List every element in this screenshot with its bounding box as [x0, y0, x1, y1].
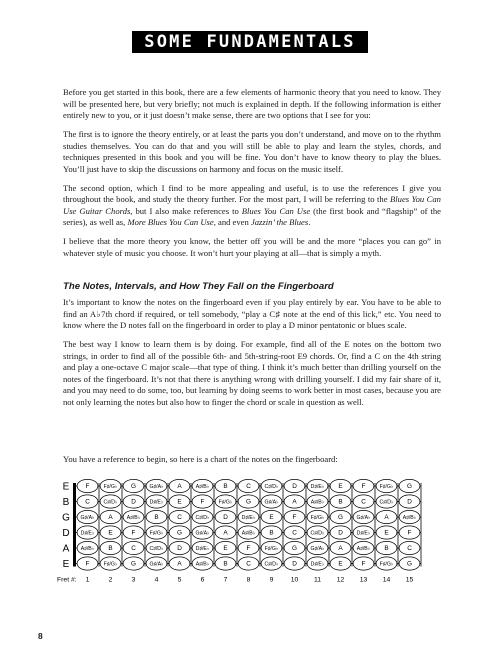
note-label: A♯/B♭: [80, 546, 95, 553]
note-label: B: [223, 560, 228, 568]
note-label: B: [269, 529, 274, 537]
note-label: B: [384, 545, 389, 553]
note-label: C: [131, 545, 136, 553]
page-title: SOME FUNDAMENTALS: [132, 31, 368, 53]
note-label: F♯/G♭: [379, 561, 394, 568]
fret-number: 2: [108, 576, 113, 584]
note-label: G♯/A♭: [149, 484, 164, 491]
string-label: G: [62, 512, 70, 524]
string-label: A: [62, 543, 70, 555]
paragraph: [63, 297, 441, 332]
note-label: D♯/E♭: [356, 530, 371, 537]
note-label: F: [361, 560, 366, 568]
note-label: G♯/A♭: [310, 546, 325, 553]
string-label: D: [62, 528, 70, 539]
note-label: C: [407, 545, 412, 553]
fret-number: 3: [131, 576, 136, 584]
note-label: A♯/B♭: [402, 515, 417, 522]
paragraph: [63, 183, 441, 229]
note-label: B: [338, 498, 343, 506]
text-run: (the first book and “flagship” of the series), as well as,: [63, 205, 441, 228]
text-run: , and even: [213, 217, 251, 228]
note-label: D♯/E♭: [149, 499, 164, 506]
paragraph: [63, 339, 441, 409]
note-label: G: [177, 529, 182, 537]
note-label: B: [108, 545, 113, 553]
note-label: A: [384, 514, 389, 522]
note-label: G♯/A♭: [264, 499, 279, 506]
fret-number: 15: [405, 576, 414, 584]
note-label: E: [384, 529, 389, 537]
note-label: D♯/E♭: [310, 484, 325, 491]
note-label: F♯/G♭: [218, 499, 233, 506]
note-label: F: [85, 483, 90, 491]
note-label: F: [292, 514, 297, 522]
fret-number: 11: [313, 576, 322, 584]
note-label: F: [407, 529, 412, 537]
note-label: A: [292, 498, 297, 506]
note-label: E: [223, 545, 228, 553]
note-label: F: [246, 545, 251, 553]
note-label: D: [407, 498, 412, 506]
note-label: F♯/G♭: [103, 561, 118, 568]
note-label: C: [246, 560, 251, 568]
note-label: F: [131, 529, 136, 537]
note-label: D: [223, 514, 228, 522]
note-label: D: [338, 529, 343, 537]
note-label: A♯/B♭: [310, 499, 325, 506]
note-label: G: [292, 545, 297, 553]
note-label: G: [407, 483, 412, 491]
note-label: G♯/A♭: [356, 515, 371, 522]
note-label: E: [269, 514, 274, 522]
note-label: B: [154, 514, 159, 522]
note-label: C♯/D♭: [149, 546, 164, 553]
fret-number: 5: [177, 576, 182, 584]
note-label: C♯/D♭: [310, 530, 325, 537]
note-label: A♯/B♭: [195, 484, 210, 491]
note-label: C: [177, 514, 182, 522]
note-label: A♯/B♭: [195, 561, 210, 568]
note-label: C: [246, 483, 251, 491]
note-label: G♯/A♭: [195, 530, 210, 537]
note-label: D♯/E♭: [241, 515, 256, 522]
note-label: D♯/E♭: [80, 530, 95, 537]
note-label: G♯/A♭: [149, 561, 164, 568]
text-run: The best way I know to learn them is by doing. For example, find all of the E notes on the bottom two strings, in order to find all of the possible 6th- and 5th-string-root E9 chords. Or, find a C on the 4th string and play a one-octave C major scale—that type of thing. I think it’s much better than drilling yourself on the notes of the fingerboard. It’s not that there is anything wrong with drilling yourself. I did my fair share of it, and you may need to do some, too, but learning by doing seems to work better in most cases, because you are not only learning the notes but also how to finger the chord or scale in question as well.: [63, 338, 441, 407]
note-label: G: [131, 560, 136, 568]
fret-number: 14: [382, 576, 391, 584]
note-label: C♯/D♭: [103, 499, 118, 506]
note-label: E: [338, 560, 343, 568]
text-run: I believe that the more theory you know, the better off you will be and the more “places you can go” in whatever style of music you choose. It won’t hurt your playing at all—that is simply a myth.: [63, 236, 441, 258]
note-label: F: [361, 483, 366, 491]
string-label: E: [62, 559, 70, 570]
book-title: More Blues You Can Use: [127, 217, 214, 228]
text-run: The first is to ignore the theory entirely, or at least the parts you don’t understand, and move on to the rhythm studies themselves. You can do that and you will still be able to play and learn the styles, chords, and techniques presented in this book and you will be fine. You don’t have to know theory to play the blues. You’ll just have to skip the discussions on harmony and focus on the music itself.: [63, 128, 441, 174]
note-label: G: [246, 498, 251, 506]
fret-number: 13: [359, 576, 368, 584]
text-run: Before you get started in this book, there are a few elements of harmonic theory that you need to know. They will be presented here, but very briefly; not much is explained in depth. If the following information is either entirely new to you, or it just doesn’t make sense, there are two options that I see for you:: [63, 87, 441, 121]
fret-number: 7: [223, 576, 228, 584]
page-number: 8: [38, 631, 43, 641]
fret-label: Fret #:: [57, 576, 77, 584]
paragraph: [63, 129, 441, 175]
paragraph: [63, 236, 441, 259]
note-label: C♯/D♭: [195, 515, 210, 522]
note-label: G: [131, 483, 136, 491]
note-label: D: [177, 545, 182, 553]
note-label: C♯/D♭: [264, 484, 279, 491]
note-label: F♯/G♭: [103, 484, 118, 491]
nut: [73, 483, 76, 567]
note-label: G: [338, 514, 343, 522]
text-run: .: [308, 217, 311, 228]
note-label: F: [200, 498, 205, 506]
note-label: D♯/E♭: [195, 546, 210, 553]
fretboard-chart: [57, 478, 440, 594]
note-label: A♯/B♭: [126, 515, 141, 522]
fret-number: 9: [269, 576, 274, 584]
book-title: Blues You Can Use: [241, 205, 311, 216]
note-label: G♯/A♭: [80, 515, 95, 522]
note-label: D: [292, 560, 297, 568]
note-label: E: [108, 529, 113, 537]
fret-number: 12: [336, 576, 345, 584]
intro-text: [63, 87, 441, 266]
note-label: C: [292, 529, 297, 537]
fret-number: 1: [85, 576, 90, 584]
paragraph: [63, 87, 441, 122]
note-label: A♯/B♭: [241, 530, 256, 537]
note-label: A: [177, 560, 182, 568]
note-label: F♯/G♭: [149, 530, 164, 537]
note-label: D: [131, 498, 136, 506]
fret-number: 10: [290, 576, 299, 584]
note-label: B: [223, 483, 228, 491]
section-text: [63, 297, 441, 416]
note-label: A: [177, 483, 182, 491]
string-label: E: [62, 481, 70, 493]
text-run: The second option, which I find to be more appealing and useful, is to use the references I give you throughout the book, and study the theory further. For the most part, I will be referring to the: [63, 182, 441, 205]
note-label: E: [338, 483, 343, 491]
fret-number: 6: [200, 576, 205, 584]
note-label: F: [85, 560, 90, 568]
note-label: C: [361, 498, 366, 506]
note-label: A: [223, 529, 228, 537]
note-label: A: [108, 514, 113, 522]
section-heading: The Notes, Intervals, and How They Fall on the Fingerboard: [63, 281, 334, 292]
text-run: , but I also make references to: [130, 205, 242, 216]
note-label: G: [407, 560, 412, 568]
fret-number: 8: [246, 576, 251, 584]
note-label: F♯/G♭: [379, 484, 394, 491]
note-label: C♯/D♭: [379, 499, 394, 506]
string-label: B: [62, 497, 70, 508]
text-run: It’s important to know the notes on the fingerboard even if you play entirely by ear. You have to be able to find an A♭7th chord if required, or tell somebody, “play a C♯ note at the end of this lick,” etc. You need to know where the D notes fall on the fingerboard in order to play a D minor pentatonic or blues scale.: [63, 297, 441, 331]
note-label: A: [338, 545, 343, 553]
note-label: E: [177, 498, 182, 506]
note-label: A♯/B♭: [356, 546, 371, 553]
note-label: D♯/E♭: [310, 561, 325, 568]
note-label: C♯/D♭: [264, 561, 279, 568]
note-label: F♯/G♭: [264, 546, 279, 553]
fret-number: 4: [154, 576, 159, 584]
note-label: D: [292, 483, 297, 491]
book-title: Jazzin’ the Blues: [250, 217, 309, 228]
note-label: C: [85, 498, 90, 506]
note-label: F♯/G♭: [310, 515, 325, 522]
chart-intro: You have a reference to begin, so here is a chart of the notes on the fingerboard:: [63, 454, 338, 464]
book-title: Blues You Can Use Guitar Chords: [63, 194, 441, 216]
